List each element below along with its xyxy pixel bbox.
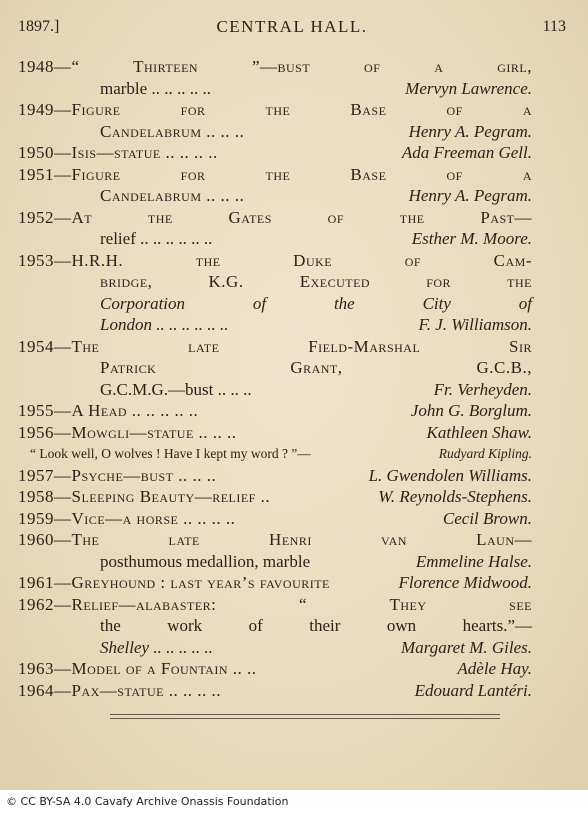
entry-line	[18, 680, 532, 702]
entry-line	[18, 207, 532, 229]
entry-artist: Kathleen Shaw.	[426, 422, 532, 442]
entry-line	[18, 142, 532, 164]
entry-text: 1960—The late Henri van Laun—	[18, 530, 532, 549]
page-number: 113	[542, 18, 566, 35]
entry-text: 1953—H.R.H. the Duke of Cam-	[18, 250, 532, 270]
entry-artist: Adèle Hay.	[457, 659, 532, 678]
header-title: CENTRAL HALL.	[216, 17, 368, 36]
entry-text: 1954—The late Field-Marshal Sir	[18, 336, 532, 356]
entry-quote-line	[18, 443, 532, 465]
entry-text: 1951—Figure for the Base of a	[18, 164, 532, 184]
entry-artist: Edouard Lantéri.	[414, 680, 532, 700]
entry-artist: Mervyn Lawrence.	[405, 78, 532, 98]
quote-text: “ Look well, O wolves ! Have I kept my word ? ”—	[30, 446, 311, 461]
entry-line	[18, 228, 532, 250]
entry-text: 1955—A Head .. .. .. .. ..	[18, 401, 199, 420]
entry-line	[18, 164, 532, 186]
entry-text: 1958—Sleeping Beauty—relief ..	[18, 487, 271, 506]
entry-line	[18, 185, 532, 207]
entry-text: the work of their own hearts.”—	[100, 616, 532, 635]
entry-line	[18, 250, 532, 272]
header-year: 1897.]	[18, 18, 60, 35]
entry-artist: Emmeline Halse.	[415, 551, 532, 571]
entry-artist: Fr. Verheyden.	[433, 379, 532, 399]
entry-text: 1959—Vice—a horse .. .. .. ..	[18, 508, 236, 528]
entry-line	[18, 594, 532, 616]
entry-text: bridge, K.G. Executed for the	[100, 272, 532, 291]
entry-line	[18, 508, 532, 530]
entry-text: Candelabrum .. .. ..	[100, 121, 245, 141]
entry-line	[18, 379, 532, 401]
entry-line	[18, 637, 532, 659]
entry-text: Shelley .. .. .. .. ..	[100, 637, 213, 657]
entry-text: posthumous medallion, marble	[100, 551, 311, 571]
entry-artist: John G. Borglum.	[410, 401, 532, 420]
entry-line	[18, 400, 532, 422]
entry-artist: Margaret M. Giles.	[401, 637, 532, 657]
credit-footer: © CC BY-SA 4.0 Cavafy Archive Onassis Foundation	[0, 790, 588, 813]
entry-line	[18, 78, 532, 100]
quote-author: Rudyard Kipling.	[438, 446, 532, 461]
section-divider	[110, 714, 500, 715]
entry-text: relief .. .. .. .. .. ..	[100, 229, 213, 248]
entry-line	[18, 551, 532, 573]
entry-line	[18, 99, 532, 121]
entry-line	[18, 615, 532, 637]
entry-text: 1963—Model of a Fountain .. ..	[18, 659, 257, 678]
entry-text: 1949—Figure for the Base of a	[18, 100, 532, 119]
entry-artist: W. Reynolds-Stephens.	[378, 487, 532, 506]
entry-line	[18, 422, 532, 444]
entry-artist: Florence Midwood.	[398, 573, 532, 592]
catalogue-entries	[18, 56, 532, 701]
entry-text: G.C.M.G.—bust .. .. ..	[100, 379, 252, 399]
entry-line	[18, 271, 532, 293]
entry-line	[18, 658, 532, 680]
entry-line	[18, 465, 532, 487]
entry-text: 1961—Greyhound : last year’s favourite	[18, 573, 330, 592]
entry-artist: Henry A. Pegram.	[408, 121, 532, 141]
entry-line	[18, 293, 532, 315]
entry-text: marble .. .. .. .. ..	[100, 78, 211, 98]
entry-line	[18, 336, 532, 358]
entry-artist: Ada Freeman Gell.	[401, 143, 532, 162]
entry-text: 1962—Relief—alabaster: “ They see	[18, 594, 532, 614]
entry-artist: F. J. Williamson.	[418, 315, 532, 334]
entry-line	[18, 314, 532, 336]
entry-text: 1956—Mowgli—statue .. .. ..	[18, 422, 237, 442]
entry-line	[18, 357, 532, 379]
entry-text: 1957—Psyche—bust .. .. ..	[18, 465, 217, 485]
entry-text: 1952—At the Gates of the Past—	[18, 207, 532, 227]
entry-line	[18, 572, 532, 594]
entry-text: Corporation of the City of	[100, 293, 532, 313]
entry-text: 1948—“ Thirteen ”—bust of a girl,	[18, 57, 532, 76]
entry-text: 1950—Isis—statue .. .. .. ..	[18, 143, 218, 162]
entry-text: 1964—Pax—statue .. .. .. ..	[18, 680, 221, 700]
entry-text: Patrick Grant, G.C.B.,	[100, 358, 532, 377]
entry-artist: Esther M. Moore.	[411, 229, 532, 248]
page-header	[18, 14, 566, 42]
entry-line	[18, 529, 532, 551]
entry-text: Candelabrum .. .. ..	[100, 186, 245, 205]
section-divider	[110, 718, 500, 719]
entry-line	[18, 121, 532, 143]
entry-artist: Cecil Brown.	[442, 508, 532, 528]
entry-line	[18, 486, 532, 508]
entry-text: London .. .. .. .. .. ..	[100, 315, 229, 334]
entry-artist: Henry A. Pegram.	[408, 186, 532, 205]
entry-line	[18, 56, 532, 78]
entry-artist: L. Gwendolen Williams.	[368, 465, 532, 485]
